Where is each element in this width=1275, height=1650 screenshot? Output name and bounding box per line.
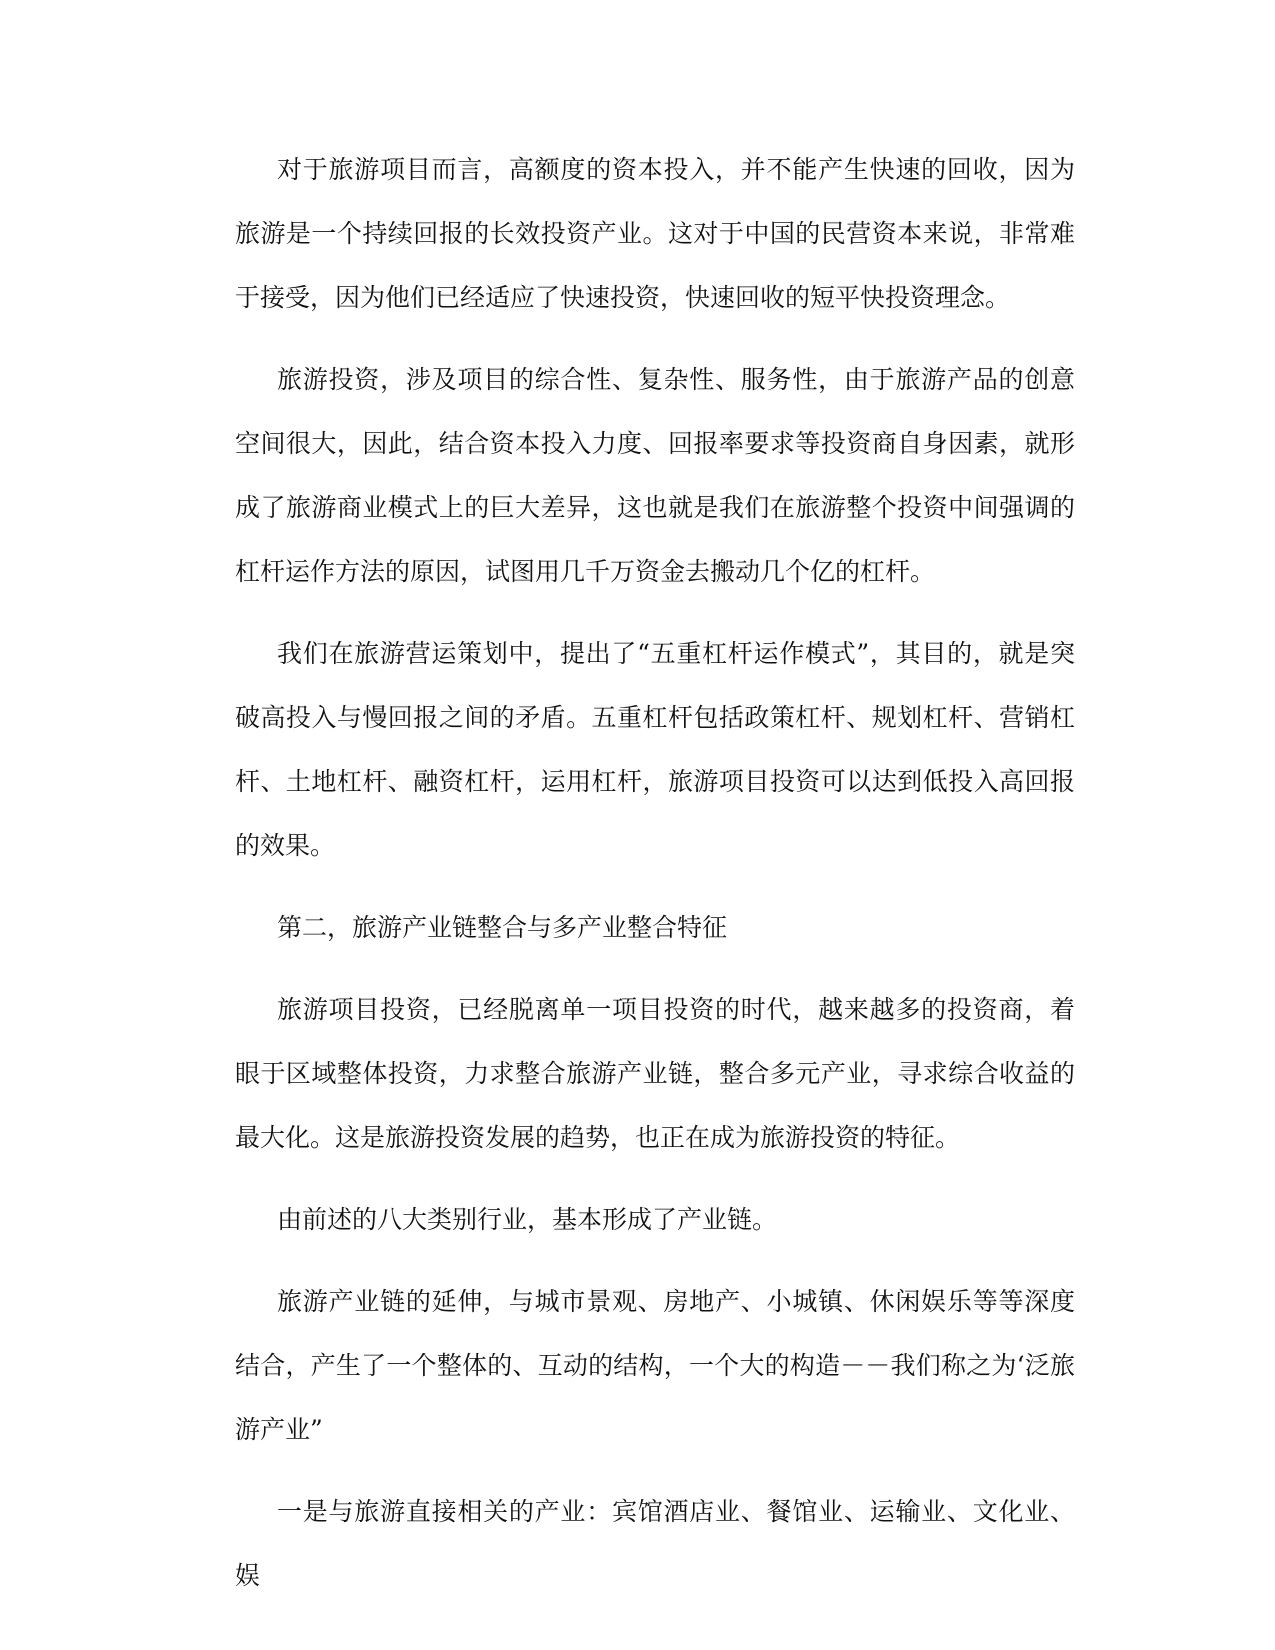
paragraph-tourism-investment-leverage: 旅游投资，涉及项目的综合性、复杂性、服务性，由于旅游产品的创意空间很大，因此，结合资本投入力度、回报率要求等投资商自身因素，就形成了旅游商业模式上的巨大差异，这也就是我们在旅游整个投资中间强调的杠杆运作方法的原因，试图用几千万资金去搬动几个亿的杠杆。: [235, 365, 1075, 586]
paragraph-tourism-capital-return: 对于旅游项目而言，高额度的资本投入，并不能产生快速的回收，因为旅游是一个持续回报的长效投资产业。这对于中国的民营资本来说，非常难于接受，因为他们已经适应了快速投资，快速回收的短平快投资理念。: [235, 155, 1075, 312]
section-heading-industry-chain: 第二，旅游产业链整合与多产业整合特征: [277, 913, 728, 942]
document-body: [235, 138, 1075, 1626]
paragraph-regional-integration: 旅游项目投资，已经脱离单一项目投资的时代，越来越多的投资商，着眼于区域整体投资，力求整合旅游产业链，整合多元产业，寻求综合收益的最大化。这是旅游投资发展的趋势，也正在成为旅游投资的特征。: [235, 995, 1075, 1152]
paragraph-directly-related-industries: 一是与旅游直接相关的产业：宾馆酒店业、餐馆业、运输业、文化业、娱: [235, 1497, 1075, 1590]
paragraph-pan-tourism-industry: 旅游产业链的延伸，与城市景观、房地产、小城镇、休闲娱乐等等深度结合，产生了一个整体的、互动的结构，一个大的构造－－我们称之为‘泛旅游产业”: [235, 1287, 1075, 1444]
paragraph-five-lever-model: 我们在旅游营运策划中，提出了“五重杠杆运作模式”，其目的，就是突破高投入与慢回报之间的矛盾。五重杠杆包括政策杠杆、规划杠杆、营销杠杆、土地杠杆、融资杠杆，运用杠杆，旅游项目投资可以达到低投入高回报的效果。: [235, 639, 1075, 860]
paragraph-eight-categories: 由前述的八大类别行业，基本形成了产业链。: [277, 1205, 778, 1234]
